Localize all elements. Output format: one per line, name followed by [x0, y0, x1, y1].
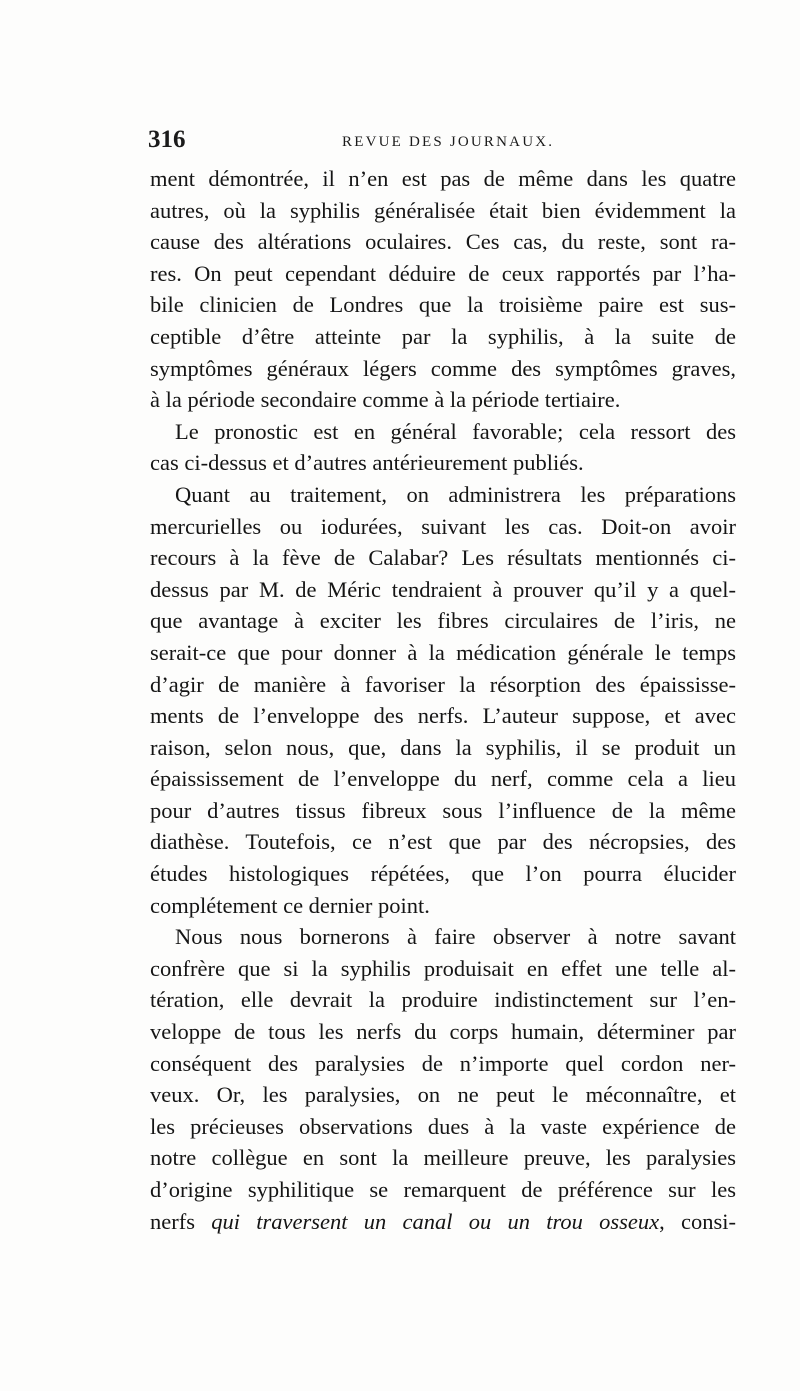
running-head	[148, 126, 738, 156]
text-line: serait-ce que pour donner à la médication générale le temps	[150, 639, 736, 665]
text-line: veux. Or, les paralysies, on ne peut le méconnaître, et	[150, 1082, 736, 1108]
italic-phrase: qui traversent un canal ou un trou osseux	[211, 1208, 660, 1234]
text-line: d’origine syphilitique se remarquent de préférence sur les	[150, 1177, 736, 1202]
text-line: notre collègue en sont la meilleure preuve, les paralysies	[150, 1145, 736, 1171]
text-line: pour d’autres tissus fibreux sous l’influence de la même	[150, 797, 736, 823]
text-line: veloppe de tous les nerfs du corps humain, déterminer par	[150, 1019, 736, 1045]
text-line: que avantage à exciter les fibres circulaires de l’iris, ne	[150, 608, 736, 634]
text-line: cause des altérations oculaires. Ces cas, du reste, sont ra-	[150, 229, 736, 255]
text-segment: nerfs	[150, 1208, 212, 1234]
text-line: tération, elle devrait la produire indistinctement sur l’en-	[150, 987, 736, 1013]
text-line: d’agir de manière à favoriser la résorption des épaississe-	[150, 671, 736, 697]
text-line: ment démontrée, il n’en est pas de même dans les quatre	[150, 166, 736, 191]
text-line: symptômes généraux légers comme des symptômes graves,	[150, 355, 736, 381]
text-line: raison, selon nous, que, dans la syphilis, il se produit un	[150, 734, 736, 760]
journal-title: REVUE DES JOURNAUX.	[342, 134, 555, 150]
text-line: conséquent des paralysies de n’importe quel cordon ner-	[150, 1050, 736, 1076]
text-line: recours à la fève de Calabar? Les résultats mentionnés ci-	[150, 545, 736, 571]
text-line: à la période secondaire comme à la période tertiaire.	[150, 387, 621, 413]
text-line: res. On peut cependant déduire de ceux rapportés par l’ha-	[150, 260, 736, 286]
paragraph-start-line: Nous nous bornerons à faire observer à notre savant	[175, 924, 736, 950]
text-line: ments de l’enveloppe des nerfs. L’auteur suppose, et avec	[150, 703, 736, 729]
text-line: bile clinicien de Londres que la troisième paire est sus-	[150, 292, 736, 318]
text-line: diathèse. Toutefois, ce n’est que par des nécropsies, des	[150, 829, 736, 855]
text-line: ceptible d’être atteinte par la syphilis, à la suite de	[150, 323, 736, 349]
text-line: dessus par M. de Méric tendraient à prouver qu’il y a quel-	[150, 576, 736, 602]
text-line-with-italic	[150, 1206, 736, 1238]
text-line: complétement ce dernier point.	[150, 892, 430, 918]
text-line: mercurielles ou iodurées, suivant les cas. Doit-on avoir	[150, 513, 736, 539]
text-line: cas ci-dessus et d’autres antérieurement publiés.	[150, 450, 584, 476]
text-line: études histologiques répétées, que l’on pourra élucider	[150, 861, 736, 887]
text-line: autres, où la syphilis généralisée était bien évidemment la	[150, 197, 736, 223]
text-line: épaississement de l’enveloppe du nerf, comme cela a lieu	[150, 766, 736, 792]
article-text	[150, 163, 736, 1237]
text-line: les précieuses observations dues à la vaste expérience de	[150, 1113, 736, 1139]
text-segment: , consi-	[659, 1208, 736, 1234]
paragraph-start-line: Quant au traitement, on administrera les préparations	[175, 481, 736, 507]
paragraph-start-line: Le pronostic est en général favorable; cela ressort des	[175, 418, 736, 444]
page-number: 316	[148, 126, 186, 153]
text-line: confrère que si la syphilis produisait en effet une telle al-	[150, 955, 736, 981]
